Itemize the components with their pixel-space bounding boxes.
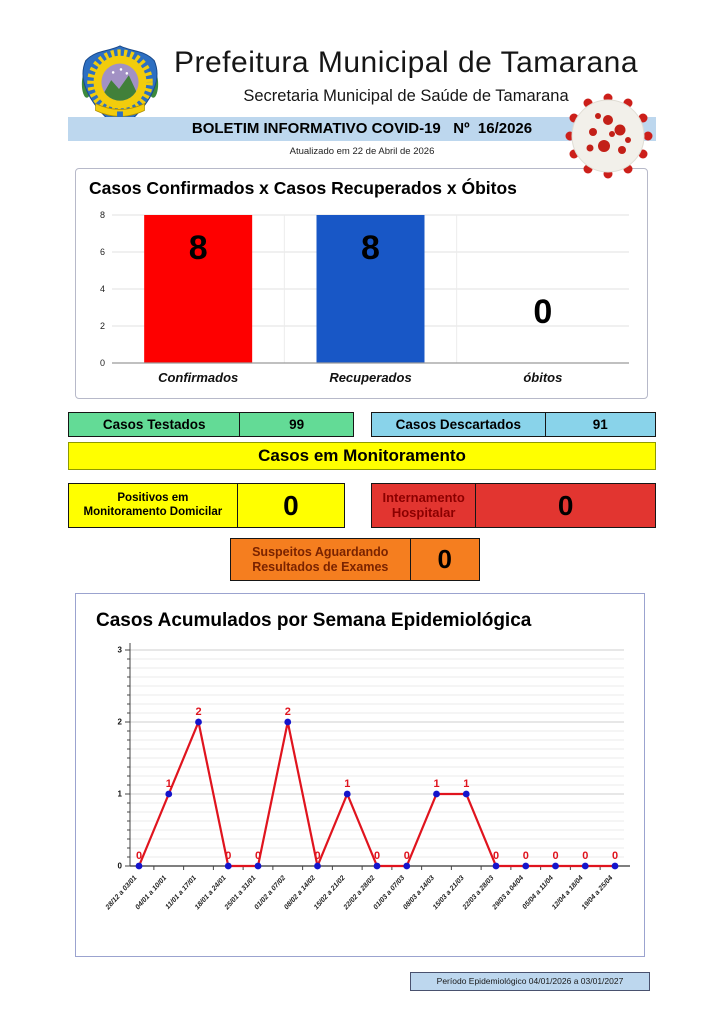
suspects-label-line2: Resultados de Exames <box>252 559 389 574</box>
svg-text:2: 2 <box>117 717 122 727</box>
svg-text:Recuperados: Recuperados <box>329 370 412 385</box>
hospital-label-line1: Internamento <box>382 489 465 505</box>
svg-text:0: 0 <box>373 850 381 862</box>
svg-text:0: 0 <box>611 850 619 862</box>
svg-text:1: 1 <box>165 778 172 790</box>
home-monitoring-box <box>68 483 345 528</box>
svg-text:2: 2 <box>284 706 291 718</box>
home-monitoring-label <box>69 484 238 527</box>
bulletin-banner: BOLETIM INFORMATIVO COVID-19 Nº 16/2026 <box>68 117 656 141</box>
svg-text:19/04 a 25/04: 19/04 a 25/04 <box>580 874 615 912</box>
svg-text:08/02 a 14/02: 08/02 a 14/02 <box>283 874 317 912</box>
svg-text:0: 0 <box>117 861 122 871</box>
svg-text:0: 0 <box>99 358 105 368</box>
svg-text:01/02 a 07/02: 01/02 a 07/02 <box>253 874 288 912</box>
suspects-value: 0 <box>437 544 452 574</box>
discarded-label: Casos Descartados <box>372 413 546 436</box>
svg-text:8: 8 <box>361 229 380 267</box>
svg-text:1: 1 <box>344 778 351 790</box>
line-chart <box>90 634 638 936</box>
svg-text:0: 0 <box>533 293 553 331</box>
updated-date: Atualizado em 22 de Abril de 2026 <box>289 146 435 157</box>
svg-text:4: 4 <box>99 284 105 294</box>
svg-text:25/01 a 31/01: 25/01 a 31/01 <box>223 874 258 912</box>
svg-text:0: 0 <box>552 850 559 862</box>
hospital-value: 0 <box>557 489 574 521</box>
svg-text:01/03 a 07/03: 01/03 a 07/03 <box>372 874 407 912</box>
svg-text:6: 6 <box>99 247 105 257</box>
hospital-box <box>371 483 656 528</box>
svg-text:8: 8 <box>188 229 208 267</box>
svg-text:08/03 a 14/03: 08/03 a 14/03 <box>402 874 436 912</box>
svg-text:1: 1 <box>433 778 440 790</box>
svg-text:04/01 a 10/01: 04/01 a 10/01 <box>134 874 169 912</box>
svg-text:22/03 a 28/03: 22/03 a 28/03 <box>461 874 496 912</box>
svg-text:22/02 a 28/02: 22/02 a 28/02 <box>342 874 377 912</box>
svg-text:0: 0 <box>522 850 529 862</box>
svg-text:0: 0 <box>135 850 143 862</box>
tested-value: 99 <box>289 417 305 432</box>
svg-text:Confirmados: Confirmados <box>158 370 239 385</box>
home-monitoring-value: 0 <box>283 489 299 521</box>
svg-text:0: 0 <box>403 850 410 862</box>
hospital-label <box>372 484 476 527</box>
suspects-box <box>230 538 480 581</box>
svg-text:óbitos: óbitos <box>523 370 563 385</box>
svg-text:05/04 a 11/04: 05/04 a 11/04 <box>521 874 555 911</box>
svg-text:11/01 a 17/01: 11/01 a 17/01 <box>164 874 198 911</box>
tested-label: Casos Testados <box>69 413 240 436</box>
svg-text:0: 0 <box>492 850 500 862</box>
svg-text:0: 0 <box>582 850 589 862</box>
monitoring-banner: Casos em Monitoramento <box>68 442 656 470</box>
page-subtitle: Secretaria Municipal de Saúde de Tamarana <box>243 87 569 105</box>
hospital-label-line2: Hospitalar <box>391 504 456 520</box>
discarded-value: 91 <box>592 417 608 432</box>
suspects-label-line1: Suspeitos Aguardando <box>252 545 389 560</box>
virus-icon <box>560 90 658 184</box>
discarded-box <box>371 412 656 437</box>
bar-chart-title: Casos Confirmados x Casos Recuperados x Óbitos <box>89 178 517 198</box>
svg-text:0: 0 <box>254 850 262 862</box>
svg-text:29/03 a 04/04: 29/03 a 04/04 <box>491 874 526 912</box>
line-chart-card <box>75 593 645 957</box>
svg-text:18/01 a 24/01: 18/01 a 24/01 <box>193 874 228 912</box>
svg-text:8: 8 <box>99 210 105 220</box>
page-title: Prefeitura Municipal de Tamarana <box>173 46 639 79</box>
home-monitoring-label-line1: Positivos em <box>117 492 189 505</box>
svg-text:12/04 a 18/04: 12/04 a 18/04 <box>550 874 585 912</box>
svg-text:0: 0 <box>314 850 321 862</box>
svg-text:1: 1 <box>117 789 122 799</box>
period-box: Período Epidemiológico 04/01/2026 a 03/01/2027 <box>410 972 650 991</box>
home-monitoring-label-line2: Monitoramento Domicilar <box>83 505 223 518</box>
bar-chart-card <box>75 168 648 399</box>
bar-chart <box>82 201 635 397</box>
line-chart-title: Casos Acumulados por Semana Epidemiológica <box>96 610 532 631</box>
svg-text:2: 2 <box>99 321 105 331</box>
svg-text:1: 1 <box>463 778 470 790</box>
tested-box <box>68 412 354 437</box>
svg-text:0: 0 <box>225 850 232 862</box>
svg-text:15/03 a 21/03: 15/03 a 21/03 <box>431 874 466 912</box>
svg-text:28/12 a 03/01: 28/12 a 03/01 <box>104 874 139 912</box>
svg-text:2: 2 <box>195 706 202 718</box>
svg-text:15/02 a 21/02: 15/02 a 21/02 <box>312 874 347 912</box>
suspects-label <box>231 539 411 580</box>
svg-text:3: 3 <box>117 645 122 655</box>
